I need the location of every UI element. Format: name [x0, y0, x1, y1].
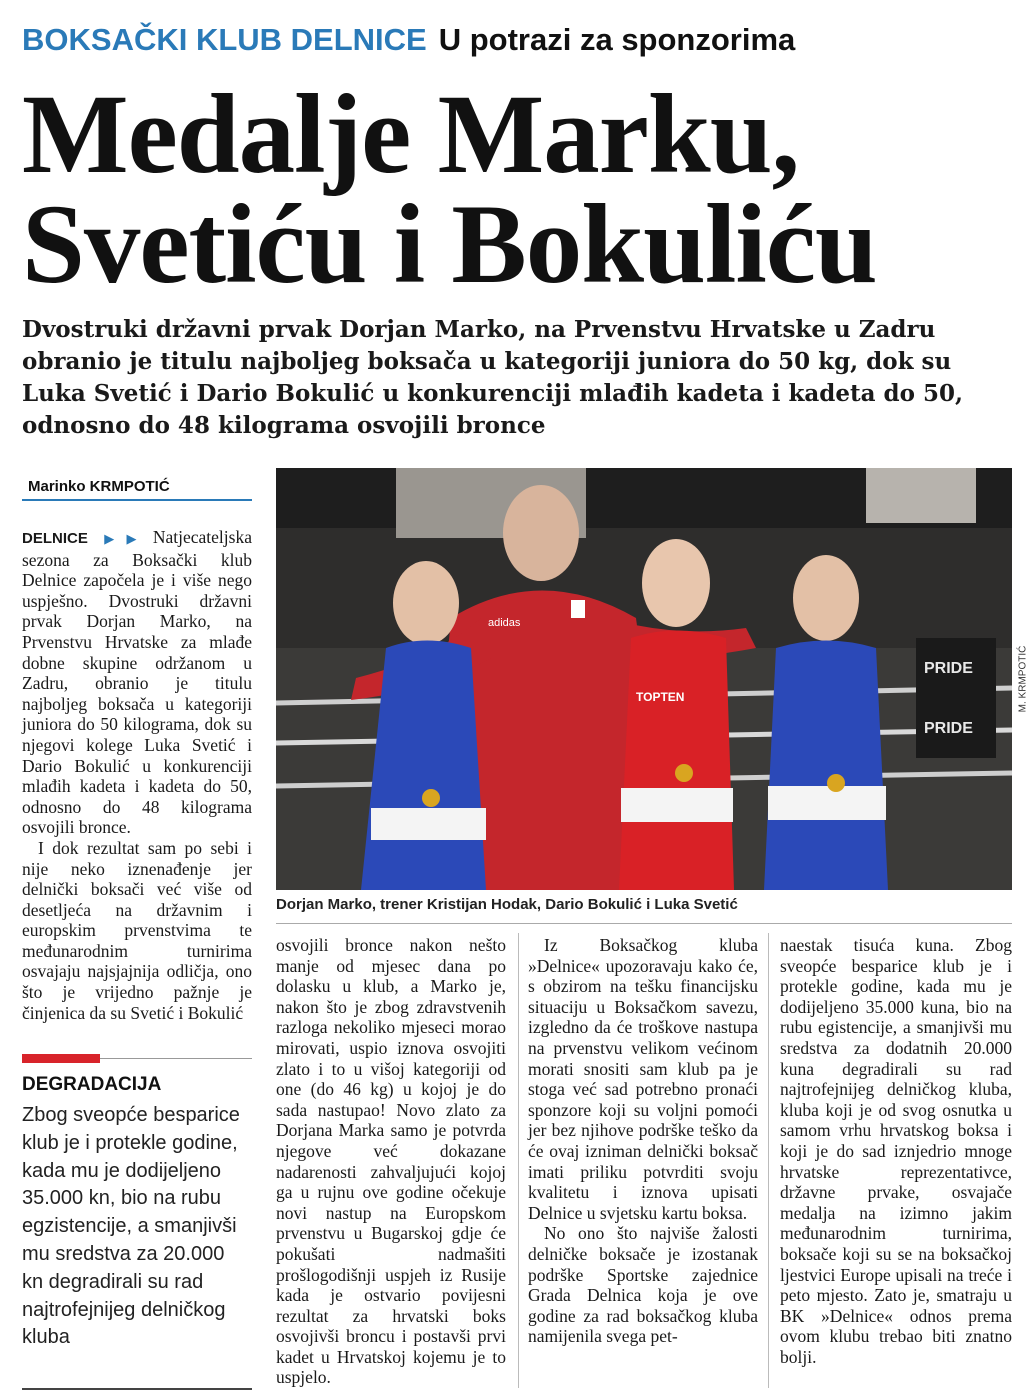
column-divider-2	[768, 933, 769, 1388]
headline-line-2: Svetiću i Bokuliću	[22, 182, 877, 307]
dateline: DELNICE	[22, 530, 88, 547]
byline-rule	[22, 499, 252, 501]
sidebar-title: DEGRADACIJA	[22, 1074, 162, 1095]
body-column-4	[780, 935, 1012, 1367]
topic-label: U potrazi za sponzorima	[438, 22, 796, 57]
photo-credit: M. KRMPOTIĆ	[1017, 645, 1029, 713]
shirt-label: TOPTEN	[636, 690, 685, 704]
pads-label-1: PRIDE	[924, 660, 973, 677]
author-byline: Marinko KRMPOTIĆ	[28, 478, 170, 495]
body-paragraph-2: I dok rezultat sam po sebi i nije neko iznenađenje jer delnički boksači već više od desetljeća na državnim i europskim prvenstvima te međunarodnim turnirima osvajaju najsjajnija odličja, ono što je vrijedno pažnje je činjenica da su Svetić i Bokulić	[22, 837, 252, 1023]
photo	[276, 468, 1012, 890]
body-column-3	[528, 935, 758, 1347]
section-label: BOKSAČKI KLUB DELNICE	[22, 22, 427, 57]
brand-label: adidas	[488, 617, 521, 629]
lead-paragraph: Dvostruki državni prvak Dorjan Marko, na Prvenstvu Hrvatske u Zadru obranio je titulu najboljeg boksača u kategoriji juniora do 50 kg, dok su Luka Svetić i Dario Bokulić u konkurenciji mlađih kadeta i kadeta do 50, odnosno do 48 kilograma osvojili bronce	[22, 316, 964, 439]
sidebar-rule	[100, 1058, 252, 1059]
body-paragraph-1	[22, 527, 252, 838]
boxers-photo-illustration	[276, 468, 1012, 890]
sidebar-accent-bar	[22, 1054, 100, 1063]
body-column-1	[22, 527, 252, 1023]
headline-line-1: Medalje Marku,	[22, 72, 799, 197]
body-paragraph-3: osvojili bronce nakon nešto manje od mjesec dana po dolasku u klub, a Marko je, nakon što je zbog zdravstvenih razloga nekoliko mjeseci morao mirovati, uspio iznova osvojiti zlato i to u višoj kategoriji od one (do 46 kg) u kojoj je do sada nastupao! Novo zlato za Dorjana Marka samo je potvrda njegove već dokazane nadarenosti zahvaljujući kojoj ga u rujnu ove godine očekuje novi nastup na Europskom prvenstvu u Bugarskoj gdje će pokušati nadmašiti prošlogodišnji uspjeh iz Rusije kada je ostvario povijesni rezultat za hrvatski boks osvojivši broncu i postavši prvi kadet u Hrvatskoj kojemu je to uspjelo.	[276, 935, 506, 1388]
sidebar-bottom-rule	[22, 1388, 252, 1390]
caption-rule	[276, 923, 1012, 924]
body-paragraph-5: No ono što najviše žalosti delničke boksače je izostanak podrške Sportske zajednice Grada Delnica koja je ove godine za rad boksačkog kluba namijenila svega pet-	[528, 1223, 758, 1347]
kicker	[22, 22, 795, 58]
column-divider-1	[518, 933, 519, 1388]
body-column-2	[276, 935, 506, 1388]
photo-caption: Dorjan Marko, trener Kristijan Hodak, Dario Bokulić i Luka Svetić	[276, 896, 738, 913]
sidebar-text: Zbog sveopće besparice klub je i protekle godine, kada mu je dodijeljeno 35.000 kn, bio na rubu egzistencije, a smanjivši mu sredstva za 20.000 kn degradirali su rad najtrofejnijeg delničkog kluba	[22, 1104, 240, 1349]
pads-label-2: PRIDE	[924, 720, 973, 737]
body-paragraph-1-text: Natjecateljska sezona za Boksački klub Delnice započela je i više nego uspješno. Dvostruki državni prvak Dorjan Marko, na Prvenstvu Hrvatske za mlađe dobne skupine održanom u Zadru, obranio je titulu najboljeg boksača u kategoriji juniora do 50 kilograma, dok su njegovi kolege Luka Svetić i Dario Bokulić u konkurenciji mlađih kadeta i kadeta do 50, odnosno do 48 kilograma osvojili bronce.	[22, 527, 252, 838]
headline	[22, 72, 1022, 307]
body-paragraph-6: naestak tisuća kuna. Zbog sveopće besparice klub je i protekle godine, kada mu je dodijeljeno 35.000 kuna, bio na rubu egistencije, a smanjivši mu sredstva za dodatnih 20.000 kuna degradirali su rad najtrofejnijeg delničkog kluba, kluba koji je od svog osnutka u samom vrhu hrvatskog boksa i koji je do sad iznjedrio mnoge hrvatske reprezentativce, državne prvake, osvajače medalja na izimno jakim međunarodnim turnirima, boksače koji su se na boksačkoj ljestvici Europe upisali na treće i peto mjesto. Zato je, smatraju u BK »Delnice« odnos prema ovom klubu trebao biti znatno bolji.	[780, 935, 1012, 1367]
body-paragraph-4: Iz Boksačkog kluba »Delnice« upozoravaju kako će, s obzirom na tešku financijsku situaciju u Boksačkom savezu, izgledno da će troškove nastupa na prvenstvu velikom većinom morati snositi sam klub pa je stoga već sad potrebno pronaći sponzore koji su voljni pomoći jer bez njihove podrške teško da će ovaj izniman delnički boksač imati priliku potvrditi svoju kvalitetu i iznova upisati Delnice u svjetsku kartu boksa.	[528, 935, 758, 1223]
dateline-arrows-icon: ▶▶	[91, 531, 149, 546]
